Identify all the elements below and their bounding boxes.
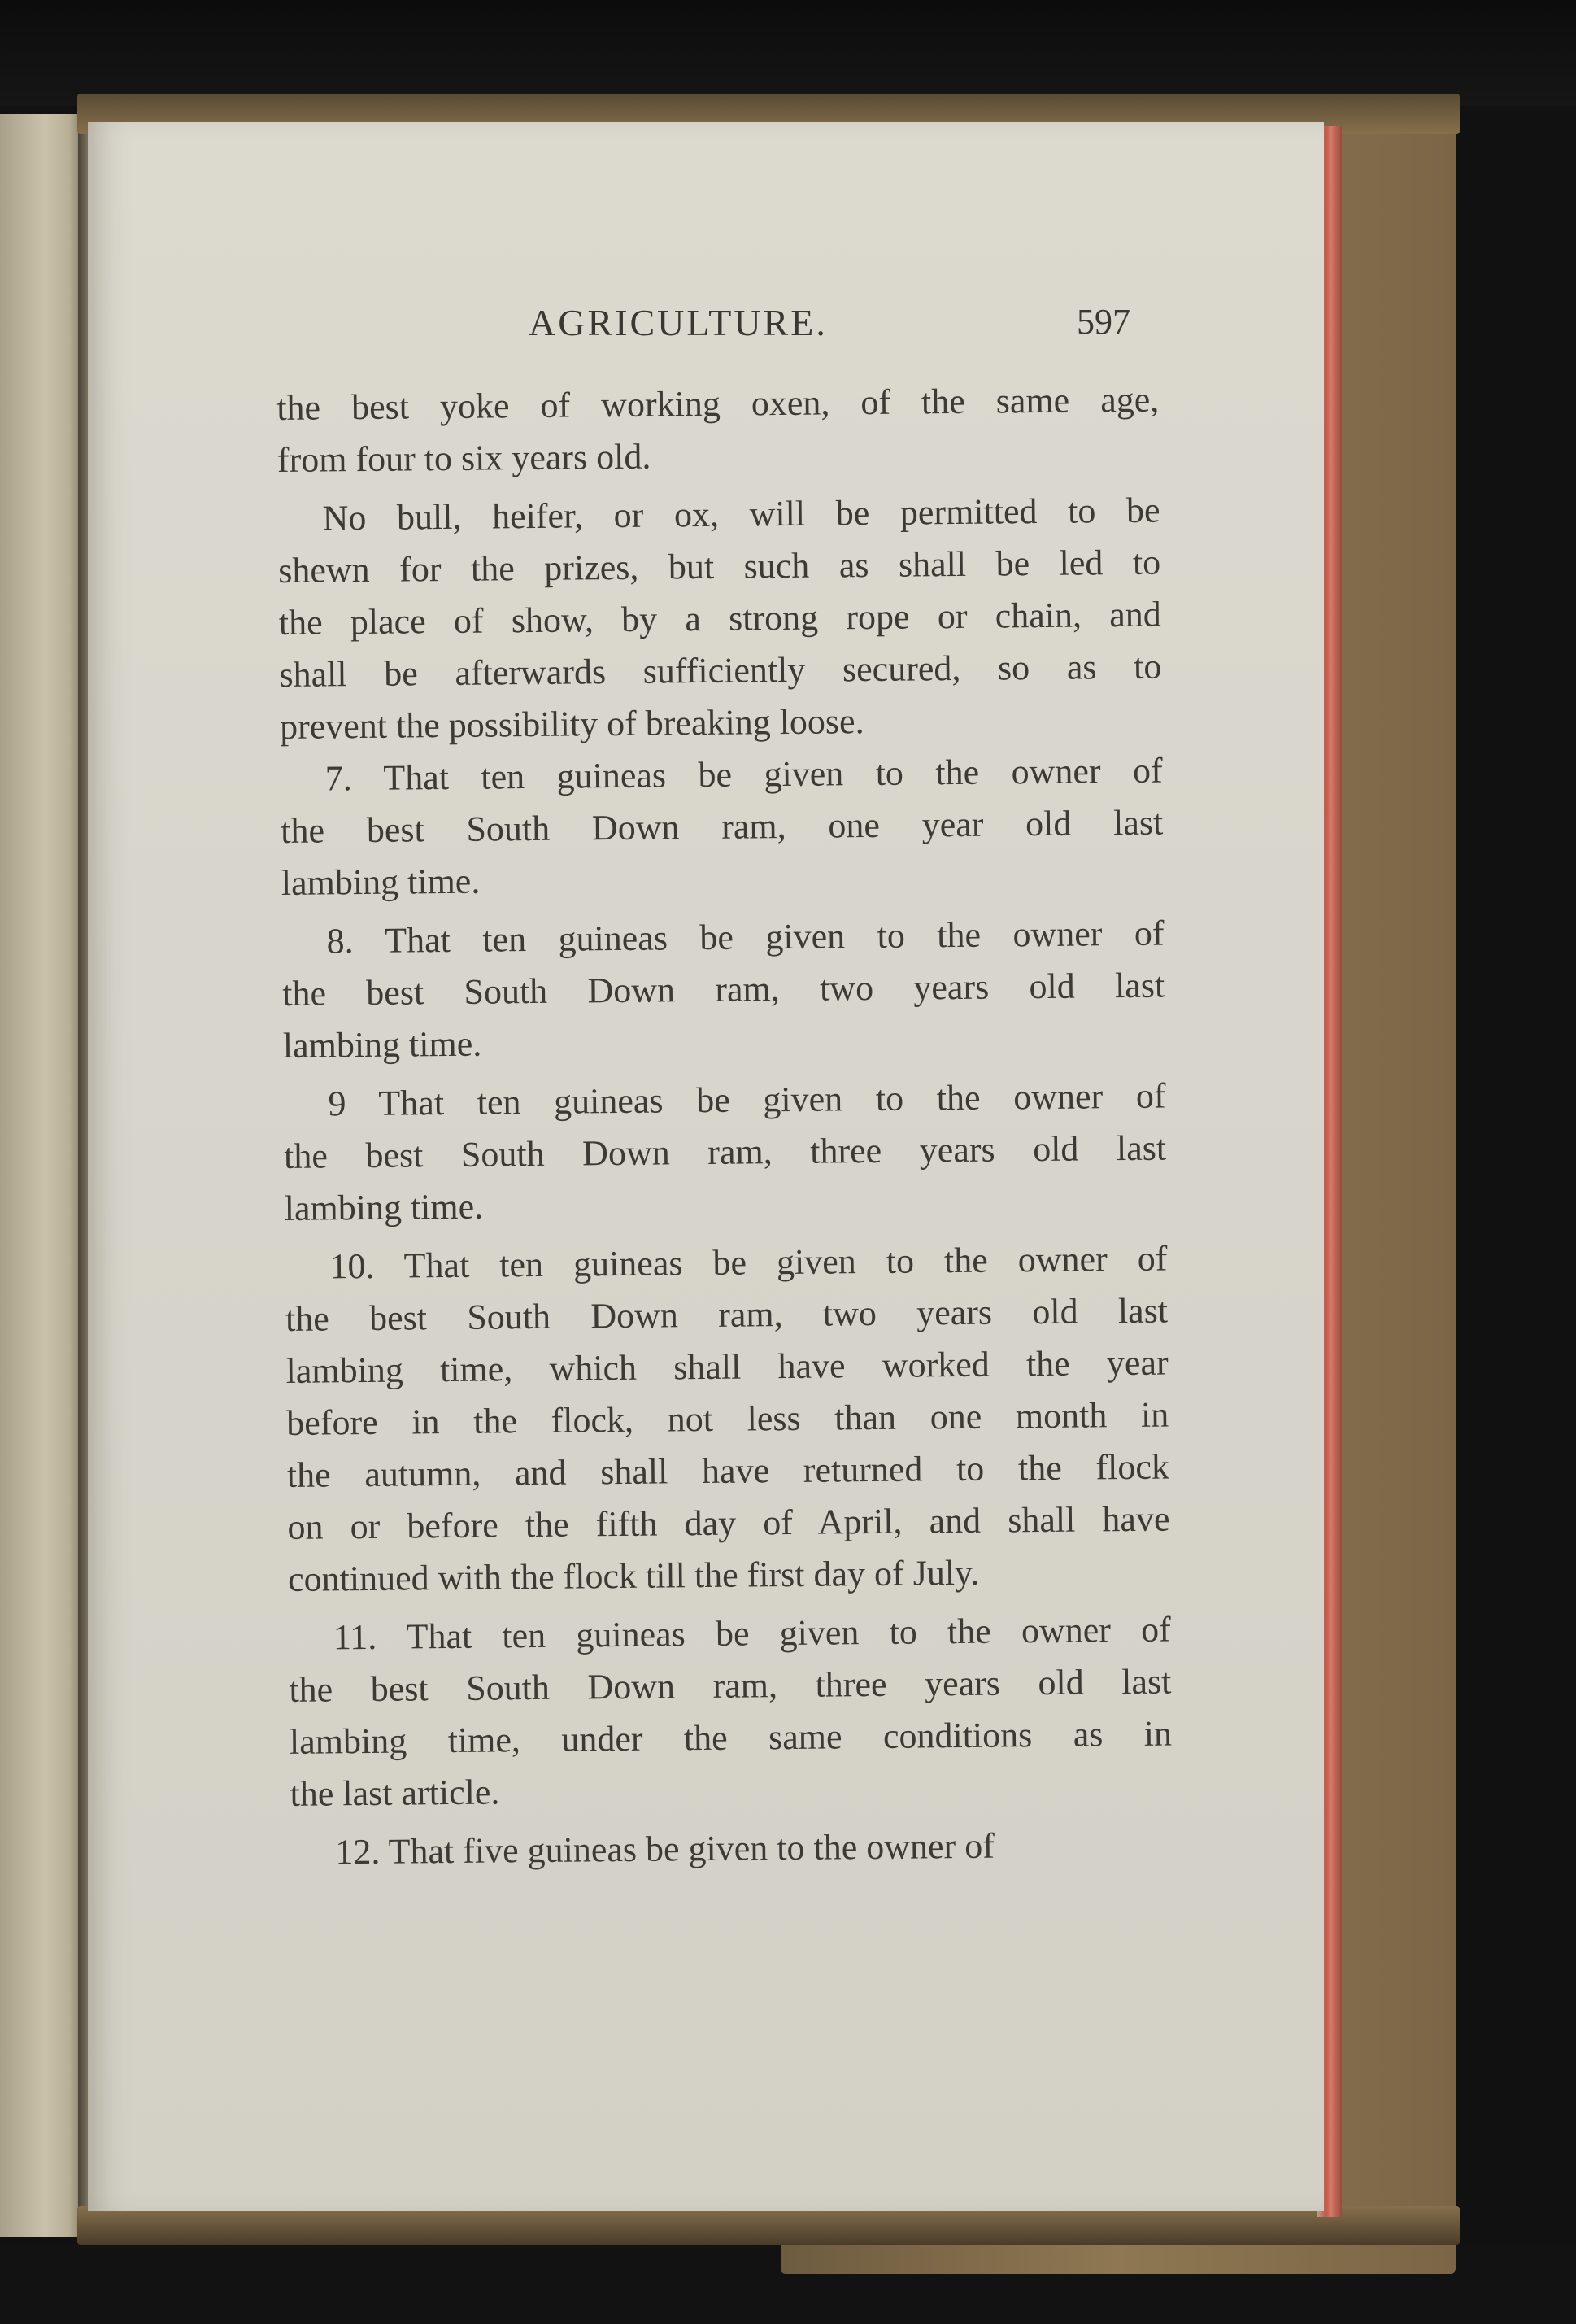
text-line: 12. That five guineas be given to the owner of (335, 1825, 995, 1873)
page-header (529, 301, 1130, 358)
text-line: the place of show, by a strong rope or chain, and (278, 594, 1162, 643)
paragraph (285, 1233, 1170, 1606)
paragraph (290, 1819, 1173, 1879)
text-line: the best South Down ram, one year old last (281, 802, 1164, 851)
page-number: 597 (1077, 302, 1130, 342)
text-line: the best yoke of working oxen, of the same age, (276, 379, 1160, 428)
text-line: from four to six years old. (276, 436, 651, 480)
text-line: 7. That ten guineas be given to the owner of (324, 750, 1163, 799)
text-line: lambing time, under the same conditions as in (289, 1713, 1173, 1762)
paragraph (276, 374, 1160, 486)
text-line: No bull, heifer, or ox, will be permitted to be (322, 490, 1160, 538)
paragraph (289, 1604, 1173, 1820)
text-line: 10. That ten guineas be given to the owner of (329, 1238, 1168, 1287)
text-line: 8. That ten guineas be given to the owner of (326, 913, 1165, 961)
text-line: the best South Down ram, three years old last (289, 1661, 1172, 1710)
text-line: the last article. (290, 1772, 500, 1814)
book-bottom-board (77, 2206, 1460, 2245)
paragraph (277, 485, 1162, 753)
text-line: before in the flock, not less than one month in (286, 1394, 1169, 1443)
text-line: the best South Down ram, two years old last (285, 1290, 1169, 1339)
text-line: lambing time. (281, 861, 481, 903)
text-line: the best South Down ram, three years old last (283, 1127, 1167, 1176)
paragraph (280, 745, 1164, 909)
page-text (276, 374, 1173, 1879)
text-line: on or before the fifth day of April, and shall have (287, 1498, 1170, 1547)
text-line: lambing time. (284, 1186, 484, 1228)
text-line: continued with the flock till the first day of July. (287, 1552, 980, 1599)
text-line: lambing time, which shall have worked the year (285, 1342, 1169, 1391)
running-head: AGRICULTURE. (529, 302, 828, 343)
text-line: the best South Down ram, two years old last (281, 965, 1165, 1014)
paragraph (281, 908, 1165, 1072)
text-line: prevent the possibility of breaking loose. (279, 701, 864, 747)
text-line: 11. That ten guineas be given to the owner of (333, 1609, 1172, 1658)
paragraph (283, 1070, 1167, 1235)
text-line: 9 That ten guineas be given to the owner of (328, 1075, 1166, 1124)
book-gutter (78, 114, 88, 2237)
text-line: lambing time. (282, 1023, 482, 1066)
background-top (0, 0, 1576, 106)
facing-page-edge (0, 114, 81, 2237)
text-line: shall be afterwards sufficiently secured, so as to (279, 646, 1162, 695)
text-line: shewn for the prizes, but such as shall be led to (277, 542, 1161, 591)
text-line: the autumn, and shall have returned to the flock (286, 1446, 1170, 1495)
